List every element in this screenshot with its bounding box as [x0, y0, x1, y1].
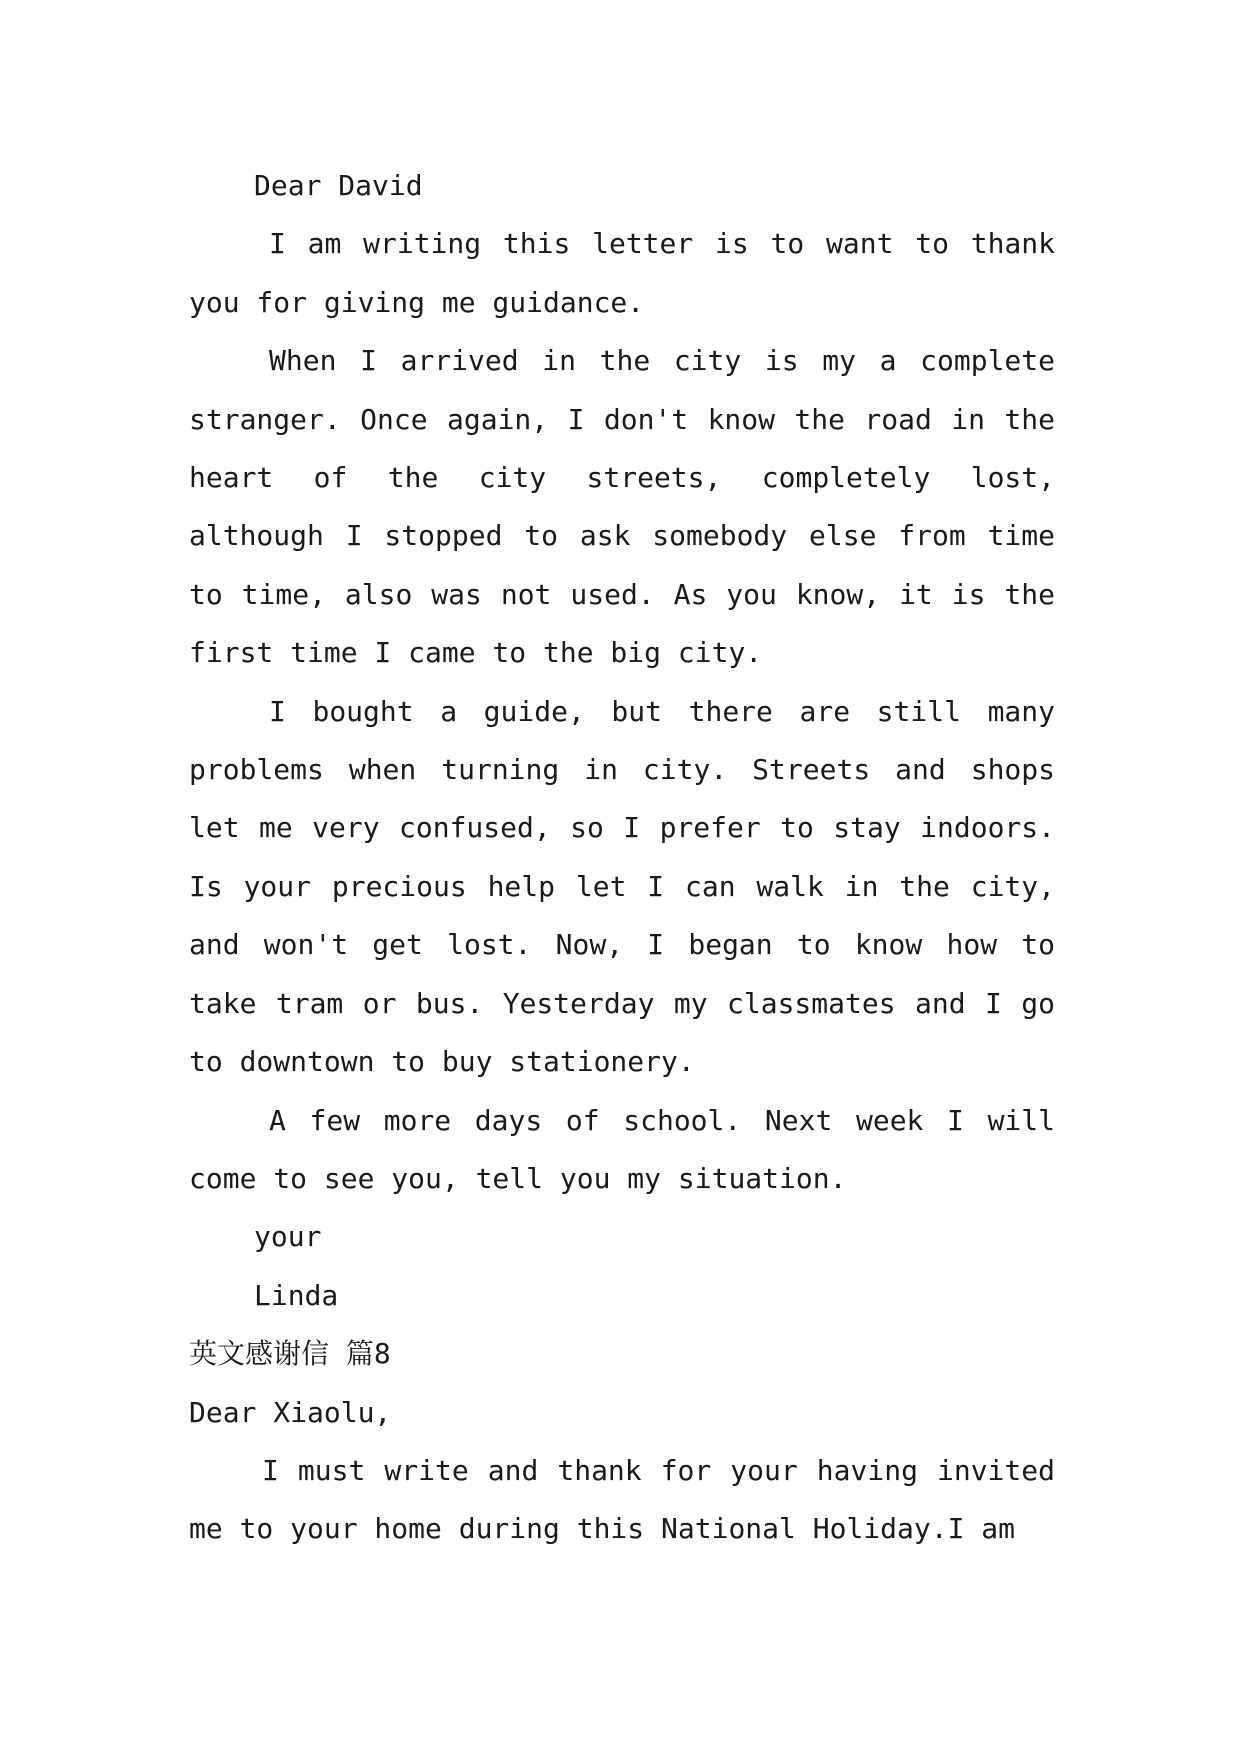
letter1-paragraph-1: I am writing this letter is to want to thank you for giving me guidance.: [189, 227, 1055, 319]
letter2-salutation: Dear Xiaolu,: [189, 1395, 392, 1429]
letter1-signature: Linda: [254, 1278, 339, 1312]
letter1-paragraph-3: I bought a guide, but there are still many problems when turning in city. Streets and shops let me very confused, so I prefer to stay indoors. Is your precious help let I can walk in the city, and won't get lost. Now, I began to know how to take tram or bus. Yesterday my classmates and I go to downtown to buy stationery.: [189, 694, 1055, 1079]
letter1-paragraph-2: When I arrived in the city is my a complete stranger. Once again, I don't know the road in the heart of the city streets, completely lost, although I stopped to ask somebody else from time to time, also was not used. As you know, it is the first time I came to the big city.: [189, 344, 1055, 670]
letter2-paragraph-1: I must write and thank for your having invited me to your home during this National Holiday.I am: [189, 1453, 1055, 1546]
letter1-paragraph-4: A few more days of school. Next week I will come to see you, tell you my situation.: [189, 1103, 1055, 1195]
letter1-closing: your: [254, 1220, 322, 1254]
section-heading: 英文感谢信 篇8: [189, 1337, 391, 1371]
letter1-salutation: Dear David: [254, 169, 423, 202]
document-body: [189, 157, 1055, 1559]
